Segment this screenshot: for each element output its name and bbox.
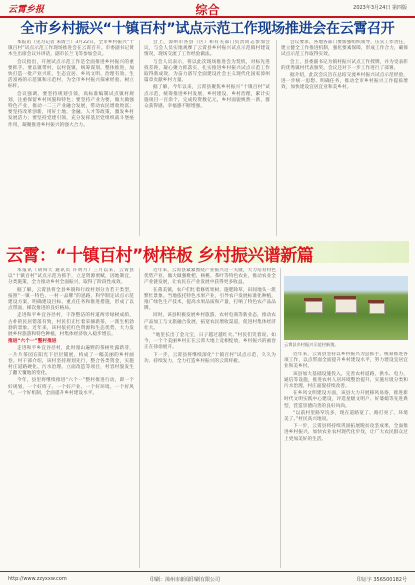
paragraph: “地里长出了金元宝，日子越过越红火。”村民们笑着说。如今，一个个美丽乡村正在云霄大地上竞相绽放，乡村振兴的画卷正在徐徐展开。 <box>144 333 276 351</box>
paragraph: 近年来，云霄县紧紧围绕产业振兴这一关键，大力培育特色优势产业，做大做强枇杷、杨桃、茶叶等特色农业，推动农业全产业链发展，让农民在产业发展中获得更多收益。 <box>144 268 276 286</box>
article1-column-3 <box>281 40 408 236</box>
footer-printer: 印刷：漳州市新闻印刷有限公司 <box>150 577 221 583</box>
newspaper-brand: 云霄乡报 <box>8 5 45 15</box>
paragraph: 走进和平乡宜谷径村，此时漫山遍野的茶树吐露新芽，一片片茶园在阳光下层层铺展，构成了一幅美丽的乡村画卷。村干部介绍，该村坚持规划先行，整合各类资金，实施村庄道路硬化、污水治理、立面改造等项目，村容村貌发生了翻天覆地的变化。 <box>8 346 134 377</box>
paragraph: 与会人员表示，将以此次现场推进会为契机，对标先进找差距，凝心聚力抓落实，扎实推进乡村振兴试点示范工作取得新成效，为奋力谱写全面建设社会主义现代化国家漳州篇章贡献乡村力量。 <box>144 59 270 84</box>
photo-caption: 云霄县乡村振兴示范村新貌。 <box>284 342 339 347</box>
article1-column-1 <box>8 40 134 236</box>
column-divider <box>139 40 140 236</box>
main-headline: 全市乡村振兴“十镇百村”试点示范工作现场推进会在云霄召开 <box>20 21 395 37</box>
column-divider <box>139 268 140 568</box>
paragraph: 该县加大基础设施投入，完善农村道路、供水、电力、通信等设施，推进农村人居环境整治提升，实施垃圾分类和污水治理，村庄面貌持续改善。 <box>284 371 408 390</box>
footer-license: 印证字 356500182号 <box>356 577 407 583</box>
issue-date: 2023年3月24日 第四版 <box>353 5 407 11</box>
paragraph: 据了解，今年以来，云霄县聚焦乡村振兴“十镇百村”试点示范，统筹推进乡村发展、乡村建设、乡村治理，累计实施项目一百余个，完成投资数亿元，乡村面貌焕然一新，群众获得感、幸福感不断增强。 <box>144 85 270 110</box>
paragraph: 会上，漳州市各县（区）和有关部门负责同志参加会议，与会人员实地观摩了云霄县乡村振兴试点示范镇村建设情况，现场交流了工作经验做法。 <box>144 40 270 58</box>
paragraph: 会议指出，开展试点示范工作是全面推进乡村振兴的重要抓手。要以镇带村、以村促镇，统筹谋划、整体推进，加快打造一批产业兴旺、生态宜居、乡风文明、治理有效、生活富裕的示范镇和示范村，为全市乡村振兴探索经验、树立标杆。 <box>8 59 134 90</box>
second-headline <box>6 241 409 266</box>
footer <box>0 571 415 585</box>
paragraph: 会议强调，要坚持规划引领，高标准编制试点镇村规划，注重保留乡村风貌和特色；要坚持产业为要，做大做强特色产业，推动一二三产业融合发展，带动农民增收致富；要坚持改革创新，用好土地、金融、人才等政策，激发乡村发展活力；要坚持党建引领，充分发挥基层党组织战斗堡垒作用，凝聚推进乡村振兴的强大合力。 <box>8 91 134 128</box>
paragraph: 会上，县委副书记为镇村振兴试点工作授牌，并为受表彰的优秀镇村代表颁奖。会议还对下一步工作进行了部署。 <box>281 59 408 71</box>
article1-column-2 <box>144 40 270 236</box>
paragraph: 下一步，云霄县将持续巩固拓展脱贫攻坚成果，全面推进乡村振兴，加快农业农村现代化步伐，让广大农民群众过上更加美好的生活。 <box>284 424 408 442</box>
footer-website: http://www.zzyxxw.com <box>8 576 67 582</box>
paragraph: 近年来，云霄县坚持以乡村振兴为总抓手，统筹推进各项工作，以点带面全面提升乡村建设水平，努力建设宜居宜业和美乡村。 <box>284 352 408 370</box>
paragraph: 同时，该县积极发展乡村旅游、农村电商等新业态，推动农产品加工与文旅融合发展，拓宽农民增收渠道，促进村集体经济壮大。 <box>144 313 276 331</box>
subheading: 推进“六个一”整村推进 <box>8 339 57 345</box>
paragraph: 据了解，云霄县将全县乡镇和行政村划分为若干类型，按照“一镇一特色、一村一品牌”的思路，科学制定试点示范建设方案，明确建设目标、重点任务和推进措施，形成了以点带面、梯次推进的良好格局。 <box>8 287 134 312</box>
paragraph: 走进和平乡宜谷径村，干净整洁的村道两旁绿树成荫，古朴的民居错落有致，村民们正忙着采摘新茶，一派生机勃勃的景象。近年来，该村依托红色资源和生态优势，大力发展乡村旅游和特色种植，村集体经济收入稳步增长。 <box>8 313 134 338</box>
paragraph: 会议要求，各地各部门要加强组织领导，压实工作责任，建立健全工作推进机制，强化要素保障，形成工作合力，确保试点示范工作取得实效。 <box>281 40 408 58</box>
article2-column-3 <box>284 352 408 568</box>
paragraph: 本报讯（见习记者 朱倩兰）3月22日，全市乡村振兴“十镇百村”试点示范工作现场推进会在云霄召开。市委副书记黄木生出席会议并讲话，副市长兰飞等参加会议。 <box>8 40 134 58</box>
paragraph: 下一步，云霄县将继续深化“十镇百村”试点示范，久久为功、持续发力，全力打造乡村振兴的云霄样板。 <box>144 352 276 364</box>
paragraph: 在乡风文明建设方面，该县大力开展移风易俗，推进新时代文明实践中心建设，评选星级文明户、好婆媳等先进典型，营造崇德向善的良好风尚。 <box>284 391 408 409</box>
paragraph: 本报讯（胡舜天 通讯员 许明月）三月以来，云霄县以“十镇百村”试点示范为抓手，立足资源禀赋，因地制宜，分类施策，全力推动乡村全面振兴，取得了阶段性成效。 <box>8 268 134 286</box>
village-photo <box>284 276 408 340</box>
paragraph: 在莆美镇，农户们忙着修剪果树、施肥除草，田间地头一派繁忙景象。当地依托特色水果产业，引导农户发展标准化种植，推广绿色生产技术，提高水果品质和产量，打响了特色农产品品牌。 <box>144 287 276 312</box>
column-divider <box>280 268 281 568</box>
column-divider <box>276 40 277 236</box>
article2-column-1 <box>8 268 134 568</box>
article2-column-2 <box>144 268 276 568</box>
paragraph: 今年，县里将继续推进“六个一”整村推进行动，即一个好规划、一个好班子、一个好产业、一个好环境、一个好风气、一个好机制，全面提升乡村建设水平。 <box>8 378 134 396</box>
headline-main: “十镇百村”树样板 乡村振兴谱新篇 <box>55 246 314 266</box>
section-title: 综合 <box>195 3 220 17</box>
masthead <box>0 0 415 18</box>
headline-prefix: 云霄： <box>6 246 56 266</box>
paragraph: 据介绍，此次会议旨在总结交流乡村振兴试点示范经验，进一步统一思想、明确任务，推动全市乡村振兴工作提质增效，加快建设宜居宜业和美乡村。 <box>281 73 408 91</box>
paragraph: “以前村里路窄坑多，现在道路宽了、路灯亮了、环境美了。”村民高兴地说。 <box>284 410 408 423</box>
